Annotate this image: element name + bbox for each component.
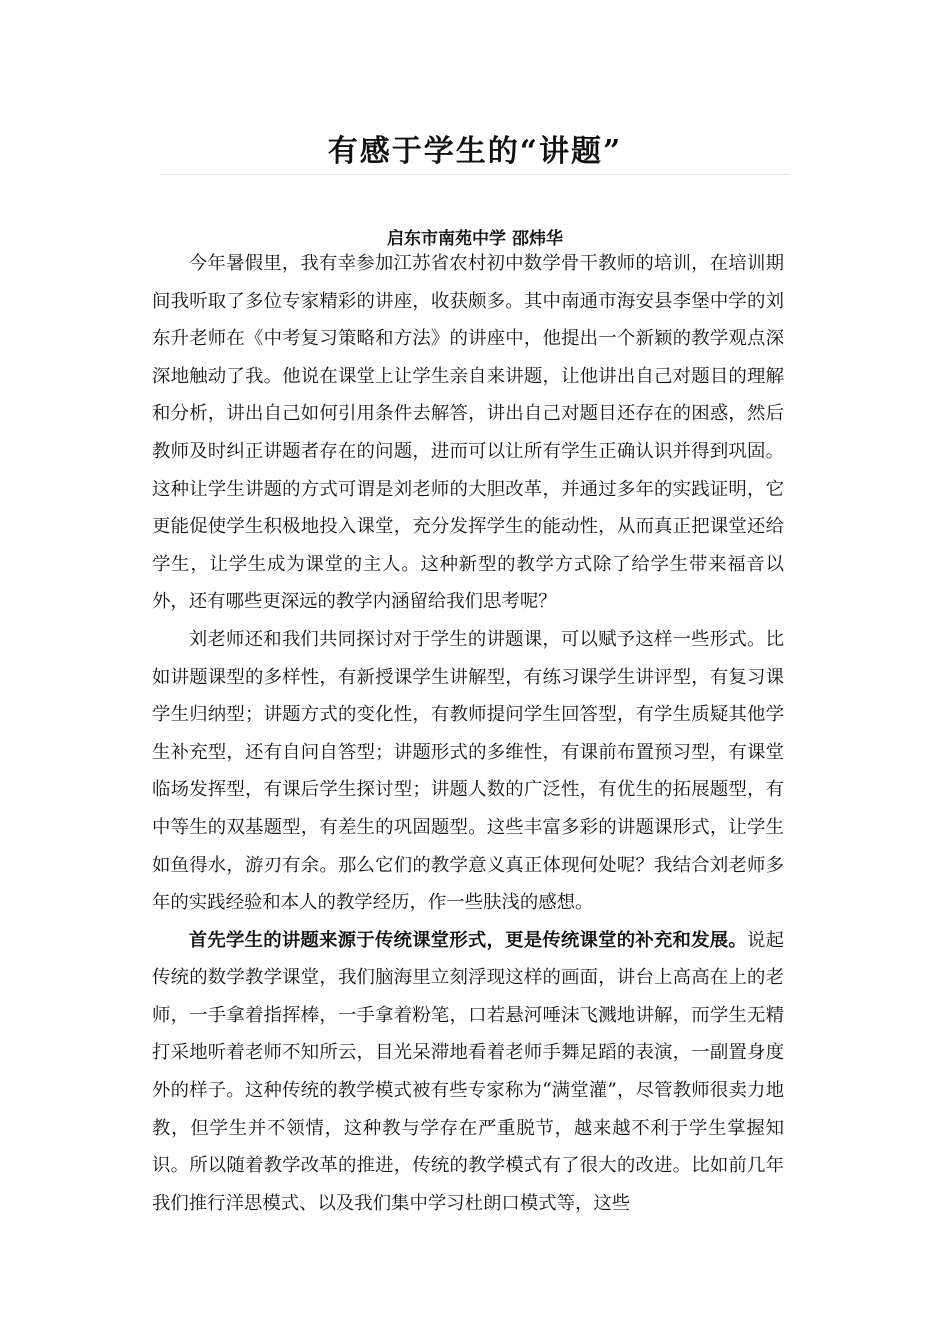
paragraph-2 — [152, 621, 784, 922]
paragraph-text: 刘老师还和我们共同探讨对于学生的讲题课，可以赋予这样一些形式。比如讲题课型的多样性，有新授课学生讲解型，有练习课学生讲评型，有复习课学生归纳型；讲题方式的变化性，有教师提问学生回答型，有学生质疑其他学生补充型，还有自问自答型；讲题形式的多维性，有课前布置预习型，有课堂临场发挥型，有课后学生探讨型；讲题人数的广泛性，有优生的拓展题型，有中等生的双基题型，有差生的巩固题型。这些丰富多彩的讲题课形式，让学生如鱼得水，游刃有余。那么它们的教学意义真正体现何处呢？我结合刘老师多年的实践经验和本人的教学经历，作一些肤浅的感想。 — [152, 628, 784, 914]
paragraph-text: 说起传统的数学教学课堂，我们脑海里立刻浮现这样的画面，讲台上高高在上的老师，一手拿着指挥棒，一手拿着粉笔，口若悬河唾沫飞溅地讲解，而学生无精打采地听着老师不知所云，目光呆滞地看着老师手舞足蹈的表演，一副置身度外的样子。这种传统的教学模式被有些专家称为“满堂灌”，尽管教师很卖力地教，但学生并不领情，这种教与学存在严重脱节，越来越不利于学生掌握知识。所以随着教学改革的推进，传统的教学模式有了很大的改进。比如前几年我们推行洋思模式、以及我们集中学习杜朗口模式等，这些 — [152, 929, 784, 1214]
author-line: 启东市南苑中学 邵炜华 — [387, 229, 563, 249]
paragraph-1 — [152, 245, 784, 621]
title-divider — [160, 174, 790, 175]
document-title: 有感于学生的“讲题” — [327, 134, 623, 169]
paragraph-lead: 首先学生的讲题来源于传统课堂形式，更是传统课堂的补充和发展。 — [188, 929, 747, 951]
paragraph-text: 今年暑假里，我有幸参加江苏省农村初中数学骨干教师的培训，在培训期间我听取了多位专家精彩的讲座，收获颇多。其中南通市海安县李堡中学的刘东升老师在《中考复习策略和方法》的讲座中，他提出一个新颖的教学观点深深地触动了我。他说在课堂上让学生亲自来讲题，让他讲出自己对题目的理解和分析，讲出自己如何引用条件去解答，讲出自己对题目还存在的困惑，然后教师及时纠正讲题者存在的问题，进而可以让所有学生正确认识并得到巩固。这种让学生讲题的方式可谓是刘老师的大胆改革，并通过多年的实践证明，它更能促使学生积极地投入课堂，充分发挥学生的能动性，从而真正把课堂还给学生，让学生成为课堂的主人。这种新型的教学方式除了给学生带来福音以外，还有哪些更深远的教学内涵留给我们思考呢？ — [152, 253, 784, 613]
article-body — [152, 245, 784, 1222]
paragraph-3 — [152, 922, 784, 1223]
